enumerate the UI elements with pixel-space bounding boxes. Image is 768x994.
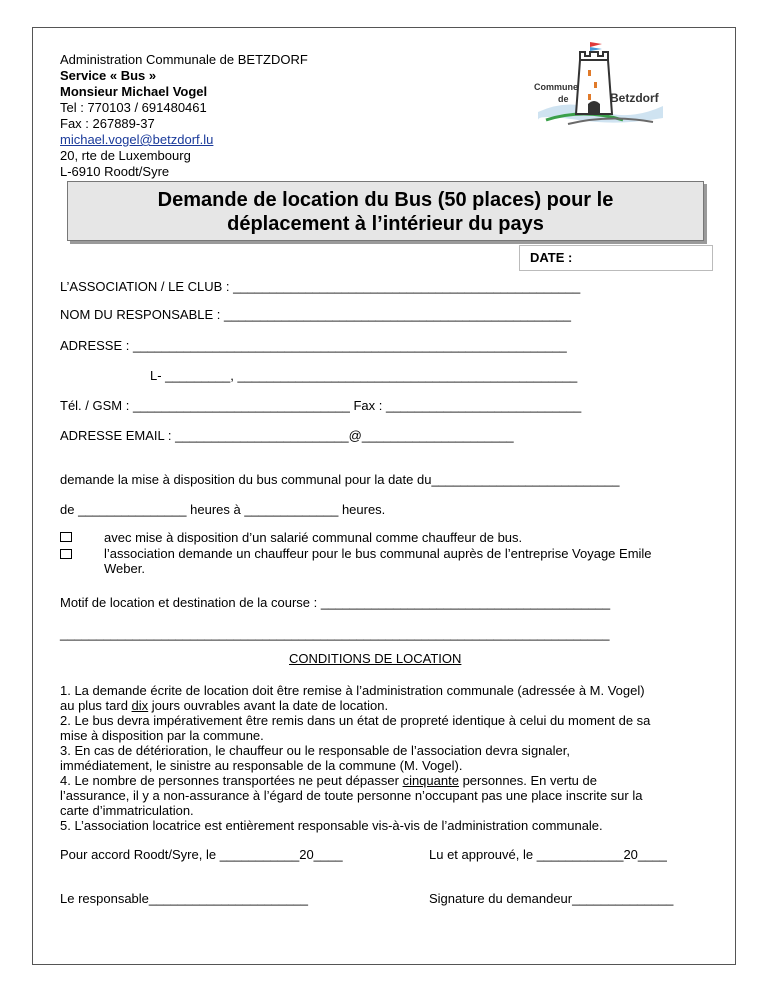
option-weber-driver-label-1: l’association demande un chauffeur pour le bus communal auprès de l’entreprise Voyage Emile [104, 546, 652, 561]
condition-3b: immédiatement, le sinistre au responsable de la commune (M. Vogel). [60, 758, 463, 773]
form-title-line1: Demande de location du Bus (50 places) pour le [157, 189, 614, 211]
org-name: Administration Communale de BETZDORF [60, 52, 308, 67]
street-address: 20, rte de Luxembourg [60, 148, 191, 163]
date-field[interactable] [519, 245, 713, 271]
option-checkbox-weber-driver[interactable] [60, 549, 72, 559]
logo-commune-text: Commune [534, 82, 579, 92]
date-label: DATE : [530, 250, 573, 265]
responsable-field[interactable]: NOM DU RESPONSABLE : ________________________________________________ [60, 307, 572, 322]
conditions-list [60, 683, 720, 833]
condition-4a: 4. Le nombre de personnes transportées ne peut dépasser cinquante personnes. En vertu de [60, 773, 597, 788]
logo-betzdorf-text: Betzdorf [610, 91, 659, 105]
logo-de-text: de [558, 94, 569, 104]
tel-fax-field[interactable]: Tél. / GSM : ______________________________ Fax : ___________________________ [60, 398, 582, 413]
tower-logo-icon [528, 40, 668, 130]
motif-field[interactable]: Motif de location et destination de la course : ________________________________________ [60, 595, 611, 610]
conditions-heading: CONDITIONS DE LOCATION [289, 651, 462, 666]
association-field[interactable]: L’ASSOCIATION / LE CLUB : ________________________________________________ [60, 279, 581, 294]
address-field[interactable]: ADRESSE : ____________________________________________________________ [60, 338, 567, 353]
condition-5: 5. L’association locatrice est entièrement responsable vis-à-vis de l’administration communale. [60, 818, 603, 833]
responsable-signature-field[interactable]: Le responsable______________________ [60, 891, 308, 906]
option-communal-driver-label: avec mise à disposition d’un salarié communal comme chauffeur de bus. [104, 530, 523, 545]
rental-date-field[interactable]: demande la mise à disposition du bus communal pour la date du__________________________ [60, 472, 620, 487]
condition-1a: 1. La demande écrite de location doit être remise à l’administration communale (adressée à M. Vogel) [60, 683, 645, 698]
option-checkbox-communal-driver[interactable] [60, 532, 72, 542]
contact-email-link[interactable]: michael.vogel@betzdorf.lu [60, 132, 214, 147]
condition-1b: au plus tard dix jours ouvrables avant la date de location. [60, 698, 389, 713]
service-name: Service « Bus » [60, 68, 157, 83]
email-field[interactable]: ADRESSE EMAIL : ________________________@_____________________ [60, 428, 514, 443]
condition-4c: carte d’immatriculation. [60, 803, 194, 818]
accord-date-field[interactable]: Pour accord Roodt/Syre, le ___________20____ [60, 847, 343, 862]
sender-address [60, 52, 308, 180]
condition-2a: 2. Le bus devra impérativement être remis dans un état de propreté identique à celui du moment de sa [60, 713, 651, 728]
commune-logo [528, 40, 668, 130]
city-address: L-6910 Roodt/Syre [60, 164, 170, 179]
option-weber-driver-label-2: Weber. [104, 561, 145, 576]
condition-4b: l’assurance, il y a non-assurance à l’égard de toute personne n’occupant pas une place inscrite sur la [60, 788, 643, 803]
form-title-line2: déplacement à l’intérieur du pays [227, 213, 544, 235]
hours-field[interactable]: de _______________ heures à _____________ heures. [60, 502, 386, 517]
condition-3a: 3. En cas de détérioration, le chauffeur ou le responsable de l’association devra signaler, [60, 743, 570, 758]
contact-tel: Tel : 770103 / 691480461 [60, 100, 207, 115]
demandeur-signature-field[interactable]: Signature du demandeur______________ [429, 891, 674, 906]
form-title-box [67, 181, 704, 241]
condition-2b: mise à disposition par la commune. [60, 728, 264, 743]
contact-name: Monsieur Michael Vogel [60, 84, 208, 99]
contact-fax: Fax : 267889-37 [60, 116, 155, 131]
motif-continuation-field[interactable]: ____________________________________________________________________________ [60, 626, 610, 641]
locality-field[interactable]: L- _________, _______________________________________________ [150, 368, 578, 383]
approuve-date-field[interactable]: Lu et approuvé, le ____________20____ [429, 847, 667, 862]
